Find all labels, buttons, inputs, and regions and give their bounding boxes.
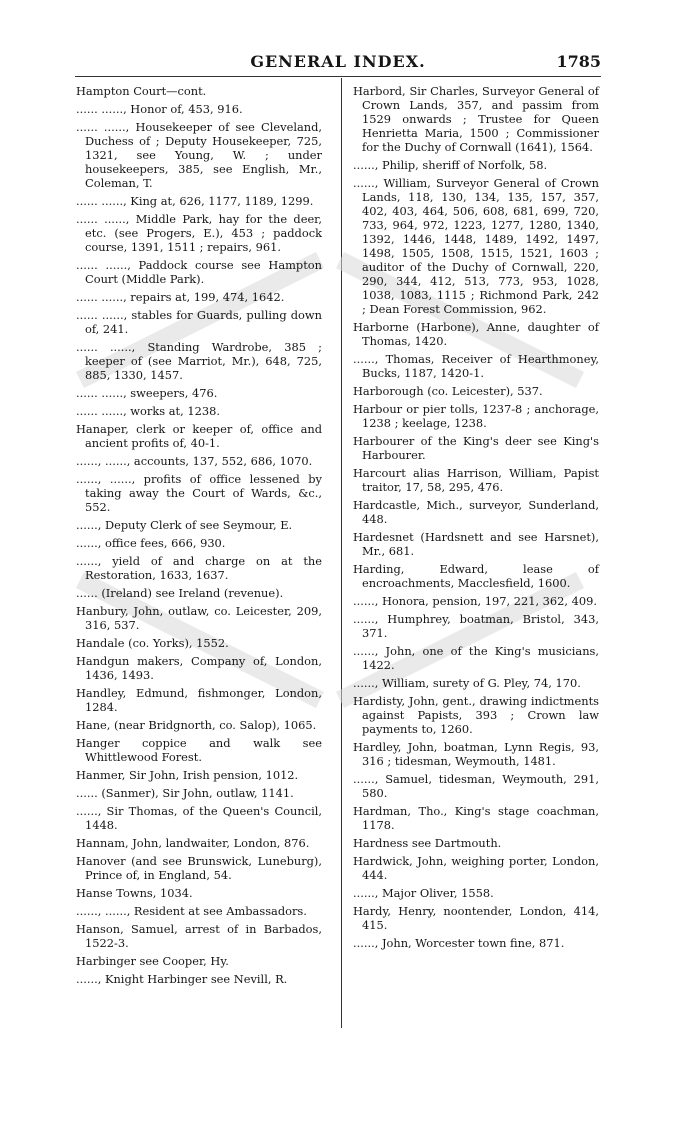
index-entry: Hanaper, clerk or keeper of, office and ancient profits of, 40-1.	[76, 422, 322, 450]
index-entry: Harbour or pier tolls, 1237-8 ; anchorage, 1238 ; keelage, 1238.	[353, 402, 599, 430]
index-entry: Harborough (co. Leicester), 537.	[353, 384, 543, 398]
index-entry: ......, Sir Thomas, of the Queen's Council, 1448.	[76, 804, 322, 832]
index-entry: ......, Major Oliver, 1558.	[353, 886, 494, 900]
index-entry: ......, Thomas, Receiver of Hearthmoney, Bucks, 1187, 1420-1.	[353, 352, 599, 380]
index-entry: ...... ......, Honor of, 453, 916.	[76, 102, 243, 116]
index-entry: Hane, (near Bridgnorth, co. Salop), 1065.	[76, 718, 317, 732]
page-number: 1785	[556, 52, 601, 71]
index-entry: ......, William, surety of G. Pley, 74, 170.	[353, 676, 581, 690]
index-entry: ......, John, Worcester town fine, 871.	[353, 936, 565, 950]
index-entry: Hardisty, John, gent., drawing indictments against Papists, 393 ; Crown law payments to, 1260.	[353, 694, 599, 736]
index-entry: Hardley, John, boatman, Lynn Regis, 93, 316 ; tidesman, Weymouth, 1481.	[353, 740, 599, 768]
index-entry: Harbourer of the King's deer see King's Harbourer.	[353, 434, 599, 462]
index-column-left	[76, 84, 322, 990]
index-entry: Harcourt alias Harrison, William, Papist traitor, 17, 58, 295, 476.	[353, 466, 599, 494]
index-entry: ......, John, one of the King's musicians, 1422.	[353, 644, 599, 672]
index-entry: Harbinger see Cooper, Hy.	[76, 954, 229, 968]
index-entry: ...... ......, King at, 626, 1177, 1189, 1299.	[76, 194, 314, 208]
index-entry: ...... ......, Housekeeper of see Cleveland, Duchess of ; Deputy Housekeeper, 725, 1321, see Young, W. ; under housekeepers, 385, see English, Mr., Coleman, T.	[76, 120, 322, 190]
index-entry: Hardesnet (Hardsnett and see Harsnet), Mr., 681.	[353, 530, 599, 558]
column-divider	[341, 78, 342, 1028]
index-column-right	[353, 84, 599, 954]
index-entry: ...... ......, Middle Park, hay for the deer, etc. (see Progers, E.), 453 ; paddock course, 1391, 1511 ; repairs, 961.	[76, 212, 322, 254]
page-title: GENERAL INDEX.	[250, 52, 426, 71]
index-entry: Hanbury, John, outlaw, co. Leicester, 209, 316, 537.	[76, 604, 322, 632]
index-entry: ......, Deputy Clerk of see Seymour, E.	[76, 518, 293, 532]
index-entry: Hardwick, John, weighing porter, London, 444.	[353, 854, 599, 882]
index-entry: ......, William, Surveyor General of Crown Lands, 118, 130, 134, 135, 157, 357, 402, 403, 464, 506, 608, 681, 699, 720, 733, 964, 972, 1223, 1277, 1280, 1340, 1392, 1446, 1448, 1489, 1492, 1497, 1498, 1505, 1508, 1515, 1521, 1603 ; auditor of the Duchy of Cornwall, 220, 290, 344, 412, 513, 773, 953, 1028, 1038, 1083, 1115 ; Richmond Park, 242 ; Dean Forest Commission, 962.	[353, 176, 599, 316]
index-entry: Hampton Court—cont.	[76, 84, 207, 98]
index-entry: ...... ......, stables for Guards, pulling down of, 241.	[76, 308, 322, 336]
index-entry: Hardy, Henry, noontender, London, 414, 415.	[353, 904, 599, 932]
index-entry: ......, Knight Harbinger see Nevill, R.	[76, 972, 288, 986]
index-entry: ......, ......, accounts, 137, 552, 686, 1070.	[76, 454, 313, 468]
index-entry: Harborne (Harbone), Anne, daughter of Thomas, 1420.	[353, 320, 599, 348]
index-entry: Hanmer, Sir John, Irish pension, 1012.	[76, 768, 299, 782]
index-entry: Hannam, John, landwaiter, London, 876.	[76, 836, 310, 850]
index-entry: ......, Humphrey, boatman, Bristol, 343, 371.	[353, 612, 599, 640]
index-entry: Hanover (and see Brunswick, Luneburg), Prince of, in England, 54.	[76, 854, 322, 882]
index-entry: Handley, Edmund, fishmonger, London, 1284.	[76, 686, 322, 714]
index-entry: ...... ......, works at, 1238.	[76, 404, 220, 418]
index-entry: ...... ......, repairs at, 199, 474, 1642.	[76, 290, 285, 304]
index-entry: Handgun makers, Company of, London, 1436, 1493.	[76, 654, 322, 682]
index-entry: Hardness see Dartmouth.	[353, 836, 502, 850]
index-entry: Hanse Towns, 1034.	[76, 886, 193, 900]
index-entry: Hanger coppice and walk see Whittlewood Forest.	[76, 736, 322, 764]
index-entry: ......, Philip, sheriff of Norfolk, 58.	[353, 158, 548, 172]
index-entry: ...... (Sanmer), Sir John, outlaw, 1141.	[76, 786, 294, 800]
index-entry: ......, ......, profits of office lessened by taking away the Court of Wards, &c., 552.	[76, 472, 322, 514]
index-entry: Hanson, Samuel, arrest of in Barbados, 1522-3.	[76, 922, 322, 950]
page-header	[75, 52, 601, 74]
index-entry: ...... ......, sweepers, 476.	[76, 386, 218, 400]
index-entry: ......, Samuel, tidesman, Weymouth, 291, 580.	[353, 772, 599, 800]
index-entry: ......, yield of and charge on at the Restoration, 1633, 1637.	[76, 554, 322, 582]
index-entry: ...... (Ireland) see Ireland (revenue).	[76, 586, 284, 600]
index-entry: ......, office fees, 666, 930.	[76, 536, 226, 550]
index-entry: Harding, Edward, lease of encroachments, Macclesfield, 1600.	[353, 562, 599, 590]
header-rule	[75, 76, 601, 77]
index-entry: Handale (co. Yorks), 1552.	[76, 636, 229, 650]
index-entry: ......, Honora, pension, 197, 221, 362, 409.	[353, 594, 598, 608]
index-entry: ...... ......, Paddock course see Hampton Court (Middle Park).	[76, 258, 322, 286]
index-entry: Harbord, Sir Charles, Surveyor General of Crown Lands, 357, and passim from 1529 onwards ; Trustee for Queen Henrietta Maria, 1500 ; Commissioner for the Duchy of Cornwall (1641), 1564.	[353, 84, 599, 154]
index-entry: Hardman, Tho., King's stage coachman, 1178.	[353, 804, 599, 832]
index-entry: Hardcastle, Mich., surveyor, Sunderland, 448.	[353, 498, 599, 526]
index-entry: ......, ......, Resident at see Ambassadors.	[76, 904, 307, 918]
index-entry: ...... ......, Standing Wardrobe, 385 ; keeper of (see Marriot, Mr.), 648, 725, 885, 1330, 1457.	[76, 340, 322, 382]
